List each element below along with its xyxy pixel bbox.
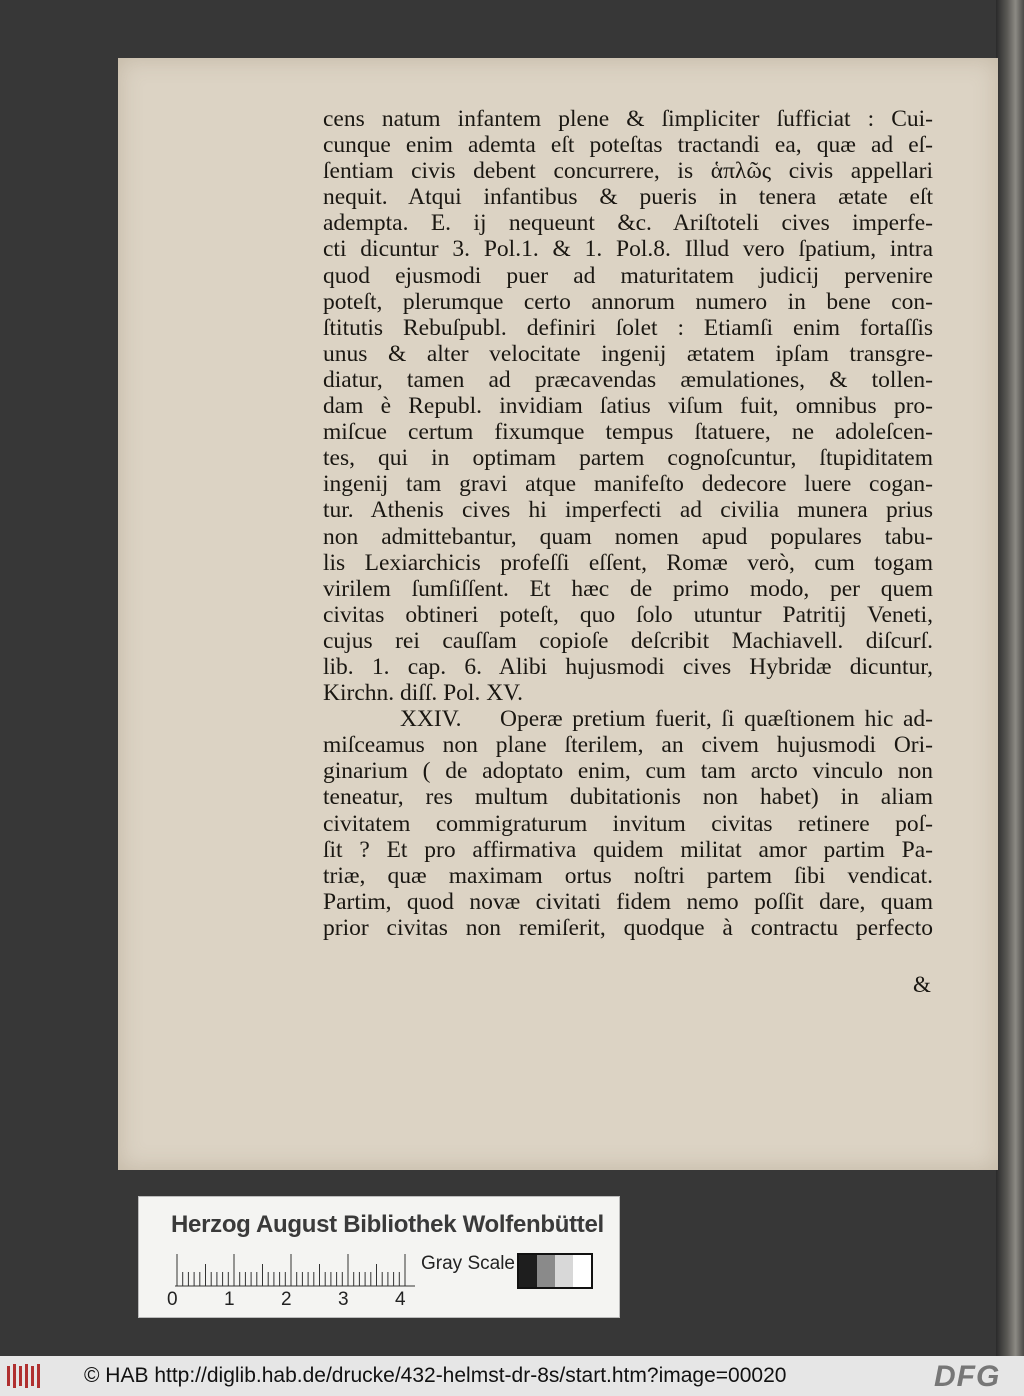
source-url[interactable]: © HAB http://diglib.hab.de/drucke/432-helmst-dr-8s/start.htm?image=00020: [84, 1364, 787, 1387]
gray-patch: [537, 1255, 555, 1287]
text-line: ſit ? Et pro affirmativa quidem militat amor partim Pa-: [323, 836, 933, 863]
barcode-icon: [6, 1362, 46, 1390]
catchword: &: [913, 972, 931, 997]
text-line: poteſt, plerumque certo annorum numero in bene con-: [323, 288, 933, 315]
text-line: adempta. E. ij nequeunt &c. Ariſtoteli cives imperfe-: [323, 210, 933, 237]
text-line: tes, qui in optimam partem cognoſcuntur, ſtupiditatem: [323, 445, 933, 472]
ruler-number: 0: [167, 1289, 178, 1310]
text-line: ginarium ( de adoptato enim, cum tam arcto vinculo non: [323, 758, 933, 785]
text-line: cujus rei cauſſam copioſe deſcribit Machiavell. diſcurſ.: [323, 627, 933, 654]
text-line: Partim, quod novæ civitati fidem nemo poſſit dare, quam: [323, 888, 933, 915]
book-page: [118, 58, 998, 1170]
ruler-scale: [175, 1253, 415, 1287]
library-name: Herzog August Bibliothek Wolfenbüttel: [171, 1211, 604, 1238]
gray-scale-patches: [517, 1253, 593, 1289]
gray-patch: [555, 1255, 573, 1287]
text-line: dam è Republ. invidiam ſatius viſum fuit, omnibus pro-: [323, 393, 933, 420]
text-line: tur. Athenis cives hi imperfecti ad civilia munera prius: [323, 497, 933, 524]
gray-scale-label: Gray Scale: [421, 1253, 515, 1274]
text-line: civitas obtineri poteſt, quo ſolo utuntur Patritij Veneti,: [323, 601, 933, 628]
text-line: non admittebantur, quam nomen apud populares tabu-: [323, 523, 933, 550]
text-line: quod ejusmodi puer ad maturitatem judicij pervenire: [323, 262, 933, 289]
gray-patch: [573, 1255, 591, 1287]
ruler-number: 4: [395, 1289, 406, 1310]
footer-bar: [0, 1356, 1024, 1396]
text-line: Kirchn. diſſ. Pol. XV.: [323, 680, 523, 707]
text-line: diatur, tamen ad præcavendas æmulationes, & tollen-: [323, 366, 933, 393]
text-line: miſceamus non plane ſterilem, an civem hujusmodi Ori-: [323, 732, 933, 759]
color-reference-card: [138, 1196, 620, 1318]
gray-patch: [519, 1255, 537, 1287]
text-line: teneatur, res multum dubitationis non habet) in aliam: [323, 784, 933, 811]
book-edge: [996, 0, 1024, 1356]
text-line: triæ, quæ maximam ortus noſtri partem ſibi vendicat.: [323, 862, 933, 889]
text-line: miſcue certum fixumque tempus ſtatuere, ne adoleſcen-: [323, 419, 933, 446]
ruler-number: 3: [338, 1289, 349, 1310]
text-line: lis Lexiarchicis profeſſi eſſent, Romæ verò, cum togam: [323, 549, 933, 576]
dfg-logo: DFG: [934, 1360, 1001, 1393]
text-line: cti dicuntur 3. Pol.1. & 1. Pol.8. Illud vero ſpatium, intra: [323, 236, 933, 263]
text-line: cunque enim ademta eſt poteſtas tractandi ea, quæ ad eſ-: [323, 132, 933, 159]
text-line: XXIV. Operæ pretium fuerit, ſi quæſtionem hic ad-: [323, 706, 933, 733]
text-line: ſentiam civis debent concurrere, is ἁπλῶς civis appellari: [323, 158, 933, 185]
text-line: virilem ſumſiſſent. Et hæc de primo modo, per quem: [323, 575, 933, 602]
text-line: ſtitutis Rebuſpubl. definiri ſolet : Etiamſi enim fortaſſis: [323, 314, 933, 341]
text-line: prior civitas non remiſerit, quodque à contractu perfecto: [323, 914, 933, 941]
text-line: ingenij tam gravi atque manifeſto dedecore luere cogan-: [323, 471, 933, 498]
text-line: cens natum infantem plene & ſimpliciter ſufficiat : Cui-: [323, 106, 933, 132]
text-line: lib. 1. cap. 6. Alibi hujusmodi cives Hybridæ dicuntur,: [323, 653, 933, 680]
ruler-number: 2: [281, 1289, 292, 1310]
ruler-number: 1: [224, 1289, 235, 1310]
text-line: nequit. Atqui infantibus & pueris in tenera ætate eſt: [323, 184, 933, 211]
text-line: civitatem commigraturum invitum civitas retinere poſ-: [323, 810, 933, 837]
page-text-block: [323, 106, 933, 941]
text-line: unus & alter velocitate ingenij ætatem ipſam transgre-: [323, 340, 933, 367]
